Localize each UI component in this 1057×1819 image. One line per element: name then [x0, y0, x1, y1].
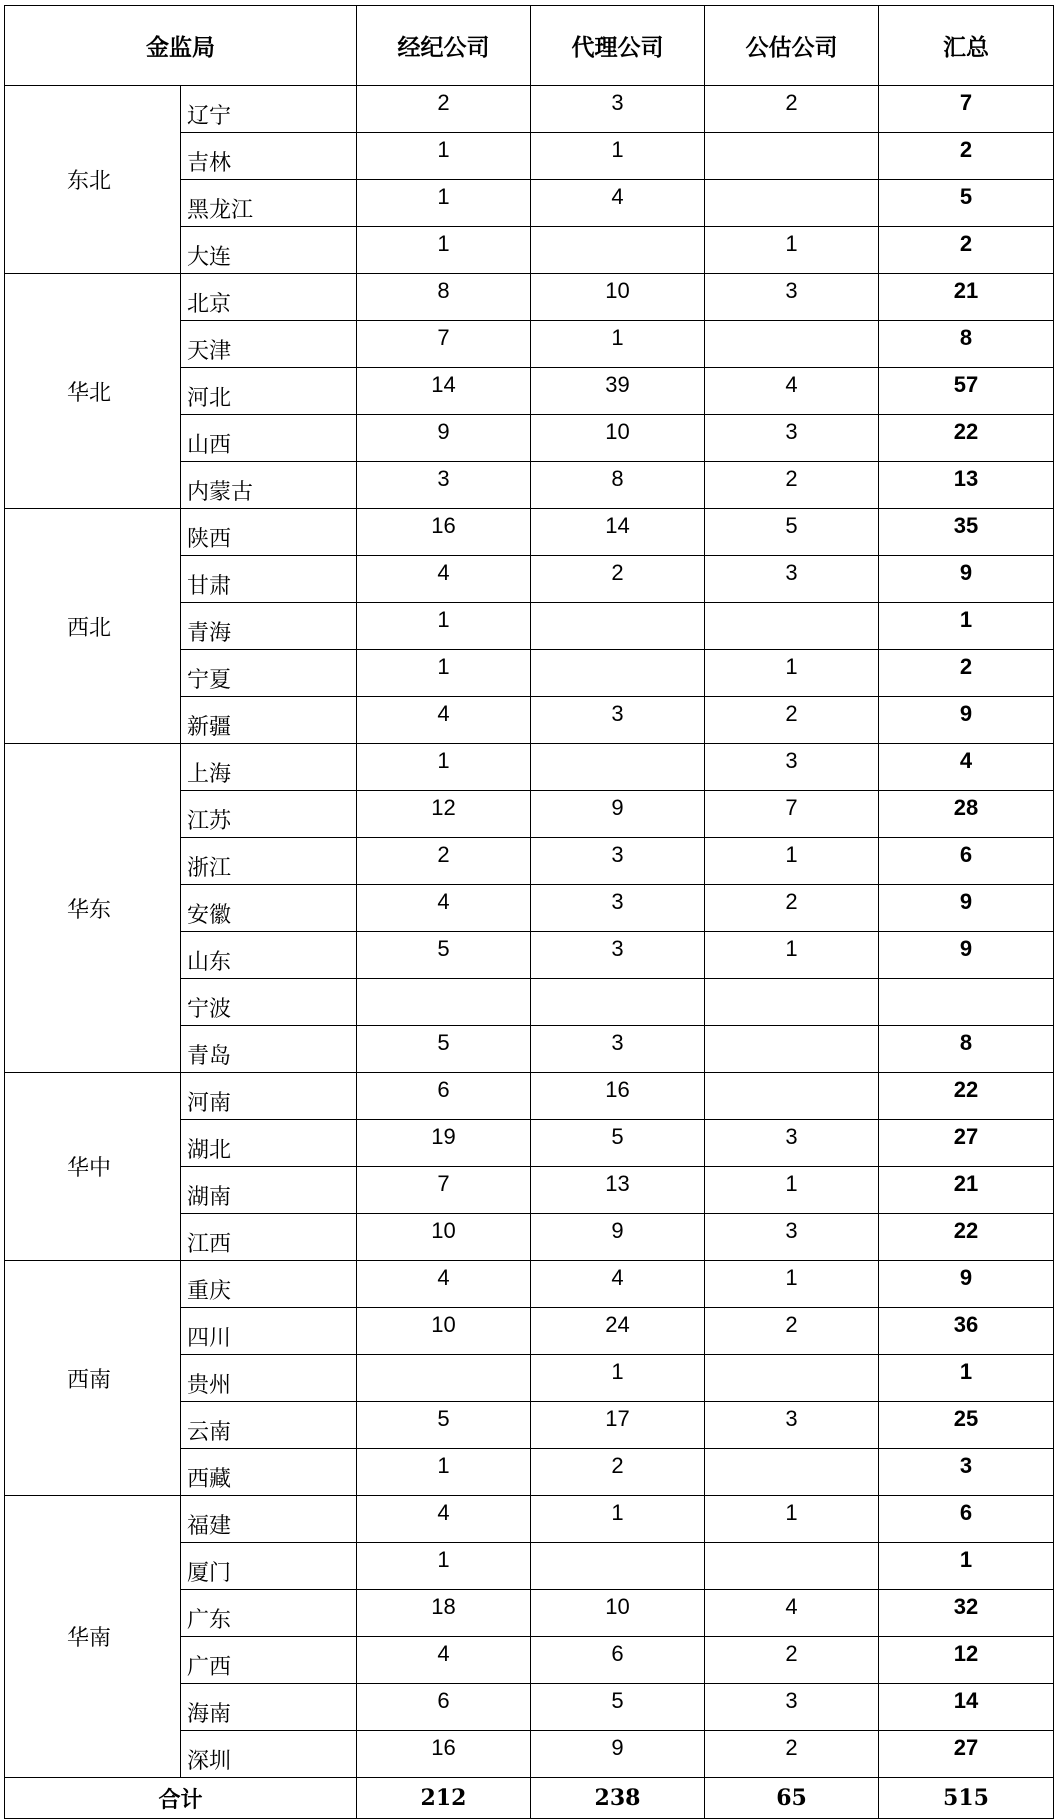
agency-cell: 2: [531, 1449, 705, 1496]
broker-cell: 1: [357, 1449, 531, 1496]
region-cell: 华南: [5, 1496, 181, 1778]
adjuster-cell: 1: [705, 932, 879, 979]
adjuster-cell: 2: [705, 885, 879, 932]
province-cell: 海南: [181, 1684, 357, 1731]
footer-broker: 212: [357, 1778, 531, 1819]
agency-cell: 13: [531, 1167, 705, 1214]
adjuster-cell: [705, 133, 879, 180]
province-cell: 大连: [181, 227, 357, 274]
agency-cell: 14: [531, 509, 705, 556]
adjuster-cell: 2: [705, 86, 879, 133]
broker-cell: 4: [357, 1637, 531, 1684]
region-cell: 东北: [5, 86, 181, 274]
broker-cell: 4: [357, 697, 531, 744]
agency-cell: 10: [531, 415, 705, 462]
province-cell: 四川: [181, 1308, 357, 1355]
province-cell: 宁波: [181, 979, 357, 1026]
adjuster-cell: [705, 321, 879, 368]
broker-cell: 5: [357, 1026, 531, 1073]
agency-cell: 3: [531, 1026, 705, 1073]
province-cell: 上海: [181, 744, 357, 791]
broker-cell: 4: [357, 885, 531, 932]
province-cell: 福建: [181, 1496, 357, 1543]
adjuster-cell: 7: [705, 791, 879, 838]
agency-cell: [531, 603, 705, 650]
adjuster-cell: 3: [705, 556, 879, 603]
province-cell: 广东: [181, 1590, 357, 1637]
broker-cell: 6: [357, 1684, 531, 1731]
total-cell: 9: [879, 885, 1054, 932]
adjuster-cell: 2: [705, 697, 879, 744]
province-cell: 厦门: [181, 1543, 357, 1590]
broker-cell: 5: [357, 1402, 531, 1449]
adjuster-cell: [705, 979, 879, 1026]
broker-cell: 4: [357, 1261, 531, 1308]
adjuster-cell: 2: [705, 462, 879, 509]
province-cell: 甘肃: [181, 556, 357, 603]
total-cell: 27: [879, 1120, 1054, 1167]
province-cell: 深圳: [181, 1731, 357, 1778]
table-row: [5, 509, 1054, 556]
table-row: [5, 274, 1054, 321]
agency-cell: 1: [531, 1496, 705, 1543]
broker-cell: 19: [357, 1120, 531, 1167]
adjuster-cell: [705, 603, 879, 650]
adjuster-cell: 1: [705, 1261, 879, 1308]
adjuster-cell: 5: [705, 509, 879, 556]
table-row: [5, 1073, 1054, 1120]
total-cell: 32: [879, 1590, 1054, 1637]
adjuster-cell: 2: [705, 1308, 879, 1355]
province-cell: 山东: [181, 932, 357, 979]
adjuster-cell: 3: [705, 1402, 879, 1449]
province-cell: 新疆: [181, 697, 357, 744]
total-cell: 2: [879, 650, 1054, 697]
broker-cell: 6: [357, 1073, 531, 1120]
agency-cell: 10: [531, 274, 705, 321]
province-cell: 黑龙江: [181, 180, 357, 227]
province-cell: 宁夏: [181, 650, 357, 697]
total-cell: 1: [879, 603, 1054, 650]
adjuster-cell: 4: [705, 368, 879, 415]
table-body: [5, 86, 1054, 1778]
adjuster-cell: [705, 1355, 879, 1402]
broker-cell: 16: [357, 509, 531, 556]
agency-cell: [531, 227, 705, 274]
province-cell: 北京: [181, 274, 357, 321]
broker-cell: 4: [357, 556, 531, 603]
agency-cell: 3: [531, 932, 705, 979]
province-cell: 安徽: [181, 885, 357, 932]
region-cell: 华北: [5, 274, 181, 509]
total-cell: 6: [879, 1496, 1054, 1543]
agency-cell: 3: [531, 86, 705, 133]
broker-cell: 10: [357, 1308, 531, 1355]
broker-cell: 1: [357, 744, 531, 791]
adjuster-cell: [705, 1073, 879, 1120]
adjuster-cell: 1: [705, 227, 879, 274]
province-cell: 辽宁: [181, 86, 357, 133]
total-cell: 21: [879, 1167, 1054, 1214]
adjuster-cell: 2: [705, 1637, 879, 1684]
province-cell: 江西: [181, 1214, 357, 1261]
province-cell: 西藏: [181, 1449, 357, 1496]
total-cell: 1: [879, 1355, 1054, 1402]
agency-cell: 9: [531, 1731, 705, 1778]
adjuster-cell: [705, 180, 879, 227]
province-cell: 内蒙古: [181, 462, 357, 509]
agency-cell: 3: [531, 838, 705, 885]
total-cell: 6: [879, 838, 1054, 885]
province-cell: 云南: [181, 1402, 357, 1449]
broker-cell: 1: [357, 603, 531, 650]
total-cell: 22: [879, 1073, 1054, 1120]
broker-cell: 10: [357, 1214, 531, 1261]
agency-cell: 1: [531, 1355, 705, 1402]
broker-cell: 1: [357, 1543, 531, 1590]
region-cell: 华东: [5, 744, 181, 1073]
header-row: [5, 6, 1054, 86]
agency-cell: [531, 979, 705, 1026]
adjuster-cell: 3: [705, 1214, 879, 1261]
agency-cell: [531, 744, 705, 791]
total-cell: 12: [879, 1637, 1054, 1684]
agency-cell: 5: [531, 1684, 705, 1731]
province-cell: 青岛: [181, 1026, 357, 1073]
total-cell: 13: [879, 462, 1054, 509]
total-cell: 14: [879, 1684, 1054, 1731]
footer-label: 合计: [5, 1778, 357, 1819]
agency-cell: 9: [531, 791, 705, 838]
broker-cell: 12: [357, 791, 531, 838]
broker-cell: 1: [357, 650, 531, 697]
total-cell: 2: [879, 227, 1054, 274]
total-cell: 28: [879, 791, 1054, 838]
province-cell: 河北: [181, 368, 357, 415]
agency-cell: 6: [531, 1637, 705, 1684]
broker-cell: 9: [357, 415, 531, 462]
table-header: [5, 6, 1054, 86]
agency-cell: 8: [531, 462, 705, 509]
broker-cell: 2: [357, 86, 531, 133]
agency-cell: [531, 1543, 705, 1590]
province-cell: 浙江: [181, 838, 357, 885]
total-cell: 36: [879, 1308, 1054, 1355]
province-cell: 重庆: [181, 1261, 357, 1308]
table-row: [5, 1496, 1054, 1543]
adjuster-cell: 3: [705, 1120, 879, 1167]
total-cell: 25: [879, 1402, 1054, 1449]
agency-cell: 10: [531, 1590, 705, 1637]
total-cell: 9: [879, 556, 1054, 603]
agency-cell: 24: [531, 1308, 705, 1355]
region-cell: 西南: [5, 1261, 181, 1496]
broker-cell: 2: [357, 838, 531, 885]
total-row: [5, 1778, 1054, 1819]
adjuster-cell: [705, 1543, 879, 1590]
total-cell: 21: [879, 274, 1054, 321]
province-cell: 天津: [181, 321, 357, 368]
footer-agency: 238: [531, 1778, 705, 1819]
region-cell: 华中: [5, 1073, 181, 1261]
agency-cell: 39: [531, 368, 705, 415]
total-cell: 8: [879, 1026, 1054, 1073]
agency-cell: 1: [531, 133, 705, 180]
province-cell: 吉林: [181, 133, 357, 180]
total-cell: 22: [879, 1214, 1054, 1261]
adjuster-cell: 1: [705, 1496, 879, 1543]
total-cell: 4: [879, 744, 1054, 791]
header-broker: 经纪公司: [357, 6, 531, 86]
province-cell: 青海: [181, 603, 357, 650]
agency-cell: [531, 650, 705, 697]
header-adjuster: 公估公司: [705, 6, 879, 86]
total-cell: [879, 979, 1054, 1026]
region-cell: 西北: [5, 509, 181, 744]
adjuster-cell: 3: [705, 274, 879, 321]
broker-cell: [357, 1355, 531, 1402]
total-cell: 22: [879, 415, 1054, 462]
province-cell: 贵州: [181, 1355, 357, 1402]
agency-cell: 17: [531, 1402, 705, 1449]
header-region: 金监局: [5, 6, 357, 86]
adjuster-cell: 4: [705, 1590, 879, 1637]
province-cell: 陕西: [181, 509, 357, 556]
agency-cell: 9: [531, 1214, 705, 1261]
table-row: [5, 744, 1054, 791]
total-cell: 8: [879, 321, 1054, 368]
total-cell: 7: [879, 86, 1054, 133]
total-cell: 2: [879, 133, 1054, 180]
statistics-table: [4, 5, 1054, 1819]
adjuster-cell: 1: [705, 1167, 879, 1214]
agency-cell: 4: [531, 180, 705, 227]
province-cell: 山西: [181, 415, 357, 462]
province-cell: 江苏: [181, 791, 357, 838]
total-cell: 3: [879, 1449, 1054, 1496]
total-cell: 9: [879, 932, 1054, 979]
adjuster-cell: 1: [705, 650, 879, 697]
table-row: [5, 86, 1054, 133]
adjuster-cell: 3: [705, 415, 879, 462]
broker-cell: 1: [357, 180, 531, 227]
broker-cell: 16: [357, 1731, 531, 1778]
broker-cell: 5: [357, 932, 531, 979]
adjuster-cell: 1: [705, 838, 879, 885]
broker-cell: 7: [357, 321, 531, 368]
agency-cell: 3: [531, 697, 705, 744]
broker-cell: 18: [357, 1590, 531, 1637]
agency-cell: 5: [531, 1120, 705, 1167]
total-cell: 27: [879, 1731, 1054, 1778]
agency-cell: 1: [531, 321, 705, 368]
adjuster-cell: [705, 1449, 879, 1496]
broker-cell: 7: [357, 1167, 531, 1214]
broker-cell: 14: [357, 368, 531, 415]
adjuster-cell: [705, 1026, 879, 1073]
agency-cell: 2: [531, 556, 705, 603]
broker-cell: [357, 979, 531, 1026]
broker-cell: 1: [357, 227, 531, 274]
footer-total: 515: [879, 1778, 1054, 1819]
table-footer: [5, 1778, 1054, 1819]
agency-cell: 4: [531, 1261, 705, 1308]
broker-cell: 3: [357, 462, 531, 509]
broker-cell: 1: [357, 133, 531, 180]
total-cell: 5: [879, 180, 1054, 227]
header-agency: 代理公司: [531, 6, 705, 86]
total-cell: 57: [879, 368, 1054, 415]
agency-cell: 3: [531, 885, 705, 932]
broker-cell: 8: [357, 274, 531, 321]
footer-adjuster: 65: [705, 1778, 879, 1819]
province-cell: 湖北: [181, 1120, 357, 1167]
agency-cell: 16: [531, 1073, 705, 1120]
broker-cell: 4: [357, 1496, 531, 1543]
adjuster-cell: 3: [705, 744, 879, 791]
total-cell: 1: [879, 1543, 1054, 1590]
total-cell: 35: [879, 509, 1054, 556]
table-row: [5, 1261, 1054, 1308]
header-total: 汇总: [879, 6, 1054, 86]
adjuster-cell: 3: [705, 1684, 879, 1731]
province-cell: 河南: [181, 1073, 357, 1120]
province-cell: 广西: [181, 1637, 357, 1684]
total-cell: 9: [879, 697, 1054, 744]
adjuster-cell: 2: [705, 1731, 879, 1778]
total-cell: 9: [879, 1261, 1054, 1308]
province-cell: 湖南: [181, 1167, 357, 1214]
